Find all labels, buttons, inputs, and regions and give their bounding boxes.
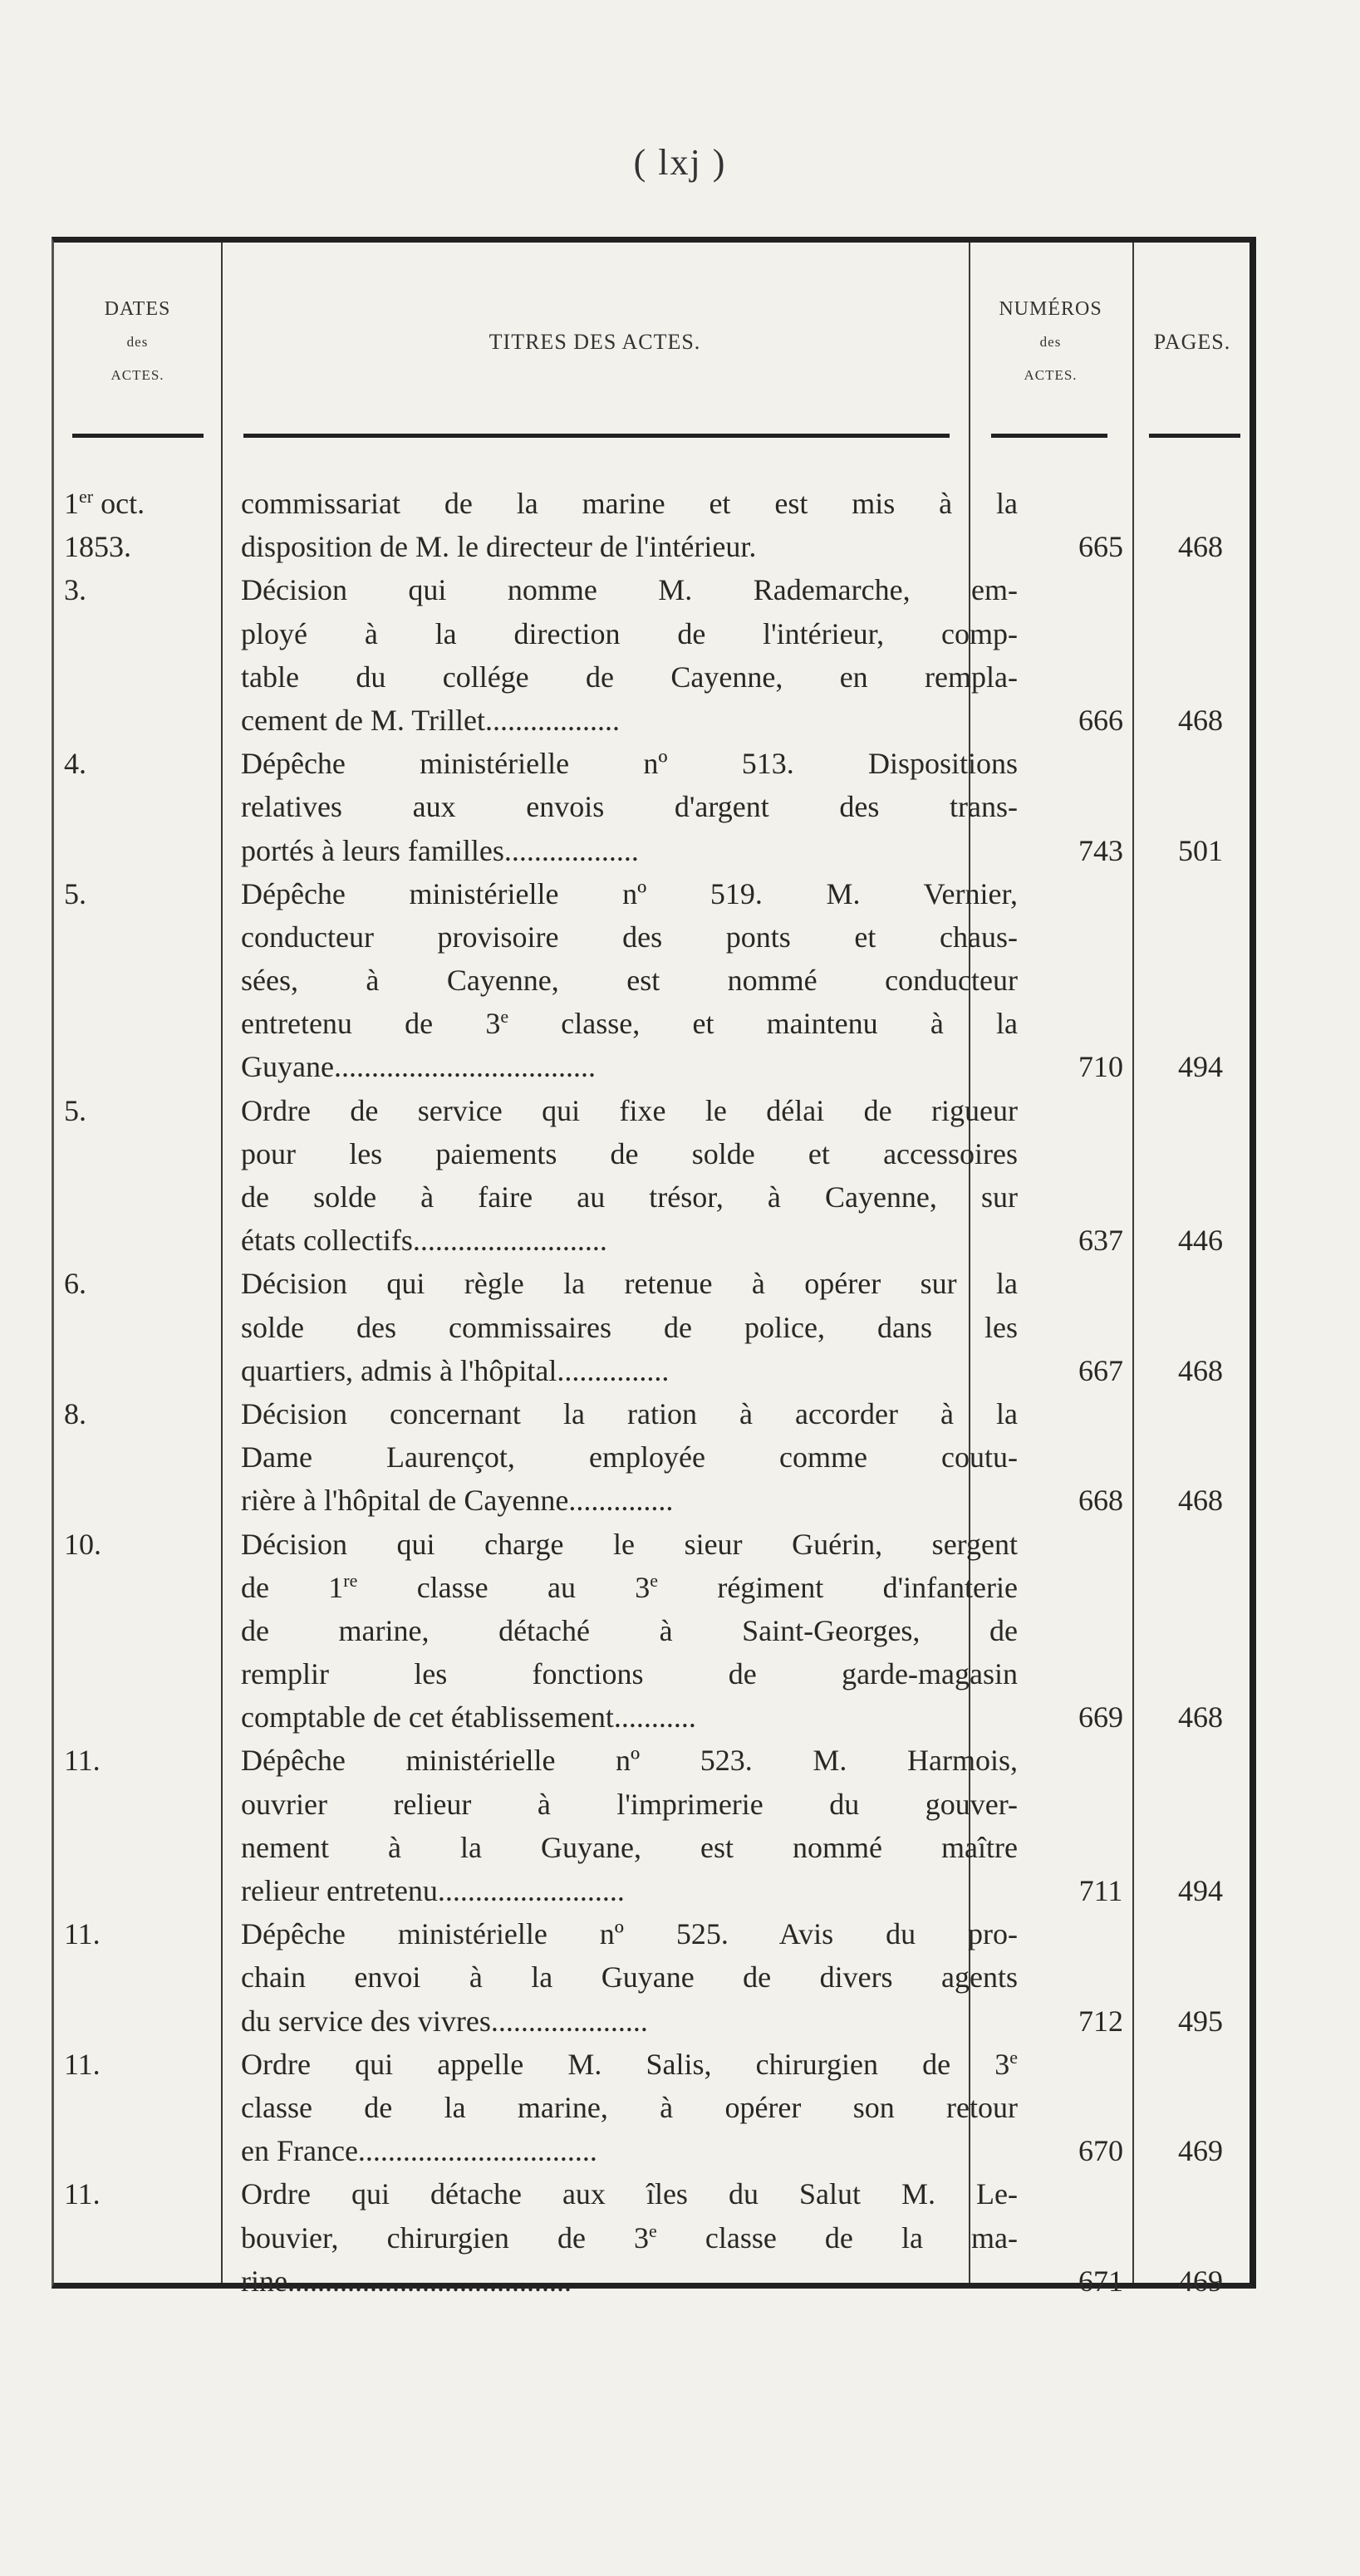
table-row bbox=[54, 872, 1250, 1089]
act-title-line: commissariat de la marine et est mis à la bbox=[241, 487, 1018, 520]
act-date: 4. bbox=[64, 747, 86, 781]
table-line bbox=[54, 2043, 1250, 2086]
table-line bbox=[54, 1306, 1250, 1349]
act-title-line: du service des vivres..................... bbox=[241, 2004, 648, 2038]
table-row bbox=[54, 1523, 1250, 1739]
table-line bbox=[54, 1479, 1250, 1522]
act-number: 637 bbox=[1078, 1224, 1123, 1258]
act-page: 469 bbox=[1178, 2264, 1223, 2298]
act-title-line: états collectifs.......................... bbox=[241, 1224, 607, 1258]
act-title-line: relatives aux envois d'argent des trans- bbox=[241, 790, 1018, 824]
table-line bbox=[54, 1089, 1250, 1132]
act-title-line: disposition de M. le directeur de l'intérieur. bbox=[241, 530, 757, 564]
act-title-line: de solde à faire au trésor, à Cayenne, sur bbox=[241, 1180, 1018, 1214]
table-line bbox=[54, 1695, 1250, 1739]
header-numeros bbox=[969, 292, 1132, 392]
act-date: 11. bbox=[64, 1917, 101, 1951]
table-line bbox=[54, 829, 1250, 872]
table-row bbox=[54, 1739, 1250, 1912]
header-numeros-line1: NUMÉROS bbox=[999, 298, 1102, 320]
table-row bbox=[54, 2172, 1250, 2303]
table-line bbox=[54, 2129, 1250, 2172]
act-title-line: de marine, détaché à Saint-Georges, de bbox=[241, 1613, 1018, 1647]
act-page: 495 bbox=[1178, 2004, 1223, 2038]
table-row bbox=[54, 1262, 1250, 1392]
header-dates bbox=[54, 292, 221, 392]
table-line bbox=[54, 1912, 1250, 1955]
table-line bbox=[54, 1392, 1250, 1435]
act-title-line: Dame Laurençot, employée comme coutu- bbox=[241, 1440, 1018, 1474]
act-title-line: en France................................ bbox=[241, 2134, 597, 2168]
act-title-line: classe de la marine, à opérer son retour bbox=[241, 2090, 1018, 2124]
act-title-line: Décision qui charge le sieur Guérin, sergent bbox=[241, 1527, 1018, 1561]
table-row bbox=[54, 2043, 1250, 2173]
table-line bbox=[54, 1869, 1250, 1912]
table-line bbox=[54, 1609, 1250, 1652]
table-line bbox=[54, 1783, 1250, 1826]
table-line bbox=[54, 568, 1250, 611]
act-title-line: Décision qui règle la retenue à opérer sur la bbox=[241, 1267, 1018, 1301]
act-title-line: ployé à la direction de l'intérieur, comp- bbox=[241, 616, 1018, 650]
act-title-line: conducteur provisoire des ponts et chaus- bbox=[241, 920, 1018, 954]
page-number: ( lxj ) bbox=[633, 142, 727, 183]
act-date: 1853. bbox=[64, 530, 131, 564]
act-date: 1er oct. bbox=[64, 486, 145, 520]
act-title-line: entretenu de 3e classe, et maintenu à la bbox=[241, 1006, 1018, 1041]
table-line bbox=[54, 2172, 1250, 2215]
table-line bbox=[54, 785, 1250, 828]
table-line bbox=[54, 1045, 1250, 1088]
act-title-line: solde des commissaires de police, dans les bbox=[241, 1310, 1018, 1344]
act-title-line: Dépêche ministérielle nº 513. Dispositions bbox=[241, 747, 1018, 781]
table-line bbox=[54, 915, 1250, 959]
act-title-line: table du collége de Cayenne, en rempla- bbox=[241, 660, 1018, 694]
act-title-line: remplir les fonctions de garde-magasin bbox=[241, 1657, 1018, 1691]
act-date: 11. bbox=[64, 2177, 101, 2211]
act-title-line: sées, à Cayenne, est nommé conducteur bbox=[241, 964, 1018, 998]
act-page: 468 bbox=[1178, 530, 1223, 564]
act-title-line: quartiers, admis à l'hôpital............... bbox=[241, 1353, 670, 1387]
act-title-line: rière à l'hôpital de Cayenne.............. bbox=[241, 1484, 674, 1518]
header-rule-numeros bbox=[991, 434, 1107, 438]
act-title-line: Ordre qui détache aux îles du Salut M. Le- bbox=[241, 2177, 1018, 2211]
table-line bbox=[54, 2216, 1250, 2260]
act-date: 8. bbox=[64, 1396, 86, 1430]
act-title-line: Ordre qui appelle M. Salis, chirurgien de 3e bbox=[241, 2046, 1018, 2081]
table-line bbox=[54, 612, 1250, 655]
act-number: 743 bbox=[1078, 833, 1123, 867]
act-page: 446 bbox=[1178, 1224, 1223, 1258]
table-line bbox=[54, 525, 1250, 568]
act-title-line: Guyane................................... bbox=[241, 1050, 596, 1084]
table-line bbox=[54, 1523, 1250, 1566]
header-rule-dates bbox=[72, 434, 204, 438]
table-line bbox=[54, 742, 1250, 785]
act-date: 5. bbox=[64, 876, 86, 910]
table-line bbox=[54, 1955, 1250, 1999]
act-date: 6. bbox=[64, 1267, 86, 1301]
act-date: 3. bbox=[64, 573, 86, 607]
act-page: 494 bbox=[1178, 1874, 1223, 1907]
header-dates-line2: des bbox=[126, 334, 149, 350]
act-number: 667 bbox=[1078, 1353, 1123, 1387]
header-rule-titles bbox=[243, 434, 950, 438]
act-title-line: Ordre de service qui fixe le délai de rigueur bbox=[241, 1093, 1018, 1127]
act-title-line: rine...................................... bbox=[241, 2264, 572, 2298]
act-number: 710 bbox=[1078, 1050, 1123, 1084]
header-rule-pages bbox=[1149, 434, 1240, 438]
act-page: 494 bbox=[1178, 1050, 1223, 1084]
act-number: 671 bbox=[1078, 2264, 1123, 2298]
act-title-line: chain envoi à la Guyane de divers agents bbox=[241, 1960, 1018, 1995]
table-line bbox=[54, 1219, 1250, 1262]
table-line bbox=[54, 2086, 1250, 2129]
table-line bbox=[54, 2260, 1250, 2303]
header-numeros-line3: ACTES. bbox=[1024, 367, 1078, 383]
act-title-line: portés à leurs familles.................. bbox=[241, 833, 639, 867]
act-date: 5. bbox=[64, 1093, 86, 1127]
act-title-line: pour les paiements de solde et accessoires bbox=[241, 1136, 1018, 1170]
act-page: 501 bbox=[1178, 833, 1223, 867]
act-number: 711 bbox=[1078, 1874, 1123, 1907]
act-title-line: nement à la Guyane, est nommé maître bbox=[241, 1830, 1018, 1864]
table-line bbox=[54, 1262, 1250, 1305]
act-number: 666 bbox=[1078, 703, 1123, 737]
act-page: 468 bbox=[1178, 1484, 1223, 1518]
acts-table bbox=[52, 237, 1256, 2298]
table-line bbox=[54, 1826, 1250, 1869]
act-page: 468 bbox=[1178, 1700, 1223, 1735]
act-number: 668 bbox=[1078, 1484, 1123, 1518]
table-line bbox=[54, 1349, 1250, 1392]
table-line bbox=[54, 872, 1250, 915]
header-titles: TITRES DES ACTES. bbox=[489, 330, 701, 354]
act-number: 669 bbox=[1078, 1700, 1123, 1735]
act-date: 11. bbox=[64, 2047, 101, 2081]
table-line bbox=[54, 959, 1250, 1002]
act-page: 468 bbox=[1178, 1353, 1223, 1387]
act-title-line: comptable de cet établissement........... bbox=[241, 1700, 696, 1735]
act-title-line: ouvrier relieur à l'imprimerie du gouver- bbox=[241, 1787, 1018, 1821]
act-title-line: bouvier, chirurgien de 3e classe de la ma- bbox=[241, 2220, 1018, 2255]
act-date: 11. bbox=[64, 1744, 101, 1778]
act-title-line: relieur entretenu......................... bbox=[241, 1874, 625, 1907]
table-line bbox=[54, 1739, 1250, 1782]
act-title-line: de 1re classe au 3e régiment d'infanterie bbox=[241, 1569, 1018, 1604]
act-title-line: cement de M. Trillet.................. bbox=[241, 703, 620, 737]
table-line bbox=[54, 1999, 1250, 2043]
table-line bbox=[54, 1652, 1250, 1695]
table-line bbox=[54, 1435, 1250, 1479]
table-line bbox=[54, 1175, 1250, 1219]
table-row bbox=[54, 1912, 1250, 2043]
table-row bbox=[54, 568, 1250, 742]
table-line bbox=[54, 1002, 1250, 1045]
table-body bbox=[54, 482, 1250, 2303]
table-line bbox=[54, 1566, 1250, 1609]
table-row bbox=[54, 482, 1250, 568]
table-row bbox=[54, 742, 1250, 872]
header-numeros-line2: des bbox=[1039, 334, 1062, 350]
header-dates-line1: DATES bbox=[104, 298, 171, 320]
act-title-line: Décision concernant la ration à accorder à la bbox=[241, 1396, 1018, 1430]
header-pages: PAGES. bbox=[1153, 330, 1231, 354]
table-row bbox=[54, 1089, 1250, 1263]
table-row bbox=[54, 1392, 1250, 1523]
act-date: 10. bbox=[64, 1527, 101, 1561]
act-page: 468 bbox=[1178, 703, 1223, 737]
table-line bbox=[54, 482, 1250, 525]
act-number: 670 bbox=[1078, 2134, 1123, 2168]
header-dates-line3: ACTES. bbox=[110, 367, 164, 383]
act-title-line: Dépêche ministérielle nº 525. Avis du pro- bbox=[241, 1917, 1018, 1951]
act-number: 665 bbox=[1078, 530, 1123, 564]
act-page: 469 bbox=[1178, 2134, 1223, 2168]
act-title-line: Dépêche ministérielle nº 519. M. Vernier, bbox=[241, 876, 1018, 910]
act-number: 712 bbox=[1078, 2004, 1123, 2038]
act-title-line: Dépêche ministérielle nº 523. M. Harmois, bbox=[241, 1744, 1018, 1778]
table-line bbox=[54, 1132, 1250, 1175]
act-title-line: Décision qui nomme M. Rademarche, em- bbox=[241, 573, 1018, 607]
table-line bbox=[54, 655, 1250, 699]
table-line bbox=[54, 699, 1250, 742]
